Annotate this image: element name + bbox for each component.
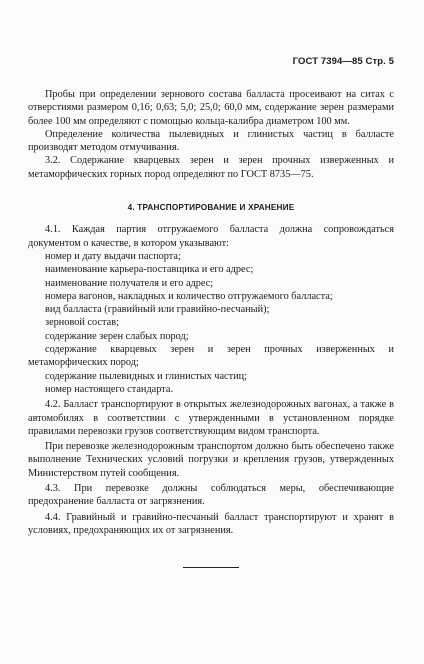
clause-4-1-item: номер настоящего стандарта. [45, 383, 174, 395]
clause-4-1-item: содержание зерен слабых пород; [45, 330, 189, 342]
clause-4-1-item: содержание кварцевых зерен и зерен прочных изверженных и метаморфических пород; [28, 344, 394, 369]
clause-4-1-item: номера вагонов, накладных и количество отгружаемого балласта; [45, 290, 333, 302]
clause-4-1-item: наименование карьера-поставщика и его адрес; [45, 264, 254, 276]
clause-4-1-lead: 4.1. Каждая партия отгружаемого балласта должна сопровождаться документом о качестве, в котором указывают: [28, 224, 394, 249]
clause-4-1-item: вид балласта (гравийный или гравийно-песчаный); [45, 304, 270, 316]
clause-4-1-item: зерновой состав; [45, 317, 119, 329]
end-rule [183, 567, 239, 568]
document-body [28, 88, 394, 537]
clause-4-4: 4.4. Гравийный и гравийно-песчаный балласт транспортируют и хранят в условиях, предохраняющих их от загрязнения. [28, 511, 394, 536]
clause-4-2: 4.2. Балласт транспортируют в открытых железнодорожных вагонах, а также в автомобилях в соответствии с утвержденными в установленном порядке правилами перевозки грузов соответствующим видом транспорта. [28, 399, 394, 437]
intro-paragraph-sieves: Пробы при определении зернового состава балласта просеивают на ситах с отверстиями размером 0,16; 0,63; 5,0; 25,0; 60,0 мм, содержание зерен размерами более 100 мм определяют с помощью кольца-калибра диаметром 100 мм. [28, 89, 394, 127]
page-header: ГОСТ 7394—85 Стр. 5 [292, 56, 394, 67]
intro-paragraph-dust: Определение количества пылевидных и глинистых частиц в балласте производят методом отмучивания. [28, 128, 394, 154]
clause-4-3: 4.3. При перевозке должны соблюдаться меры, обеспечивающие предохранение балласта от загрязнения. [28, 483, 394, 508]
clause-4-1-item: содержание пылевидных и глинистых частиц; [45, 370, 247, 382]
clause-4-1-item: номер и дату выдачи паспорта; [45, 250, 181, 262]
clause-4-1-item: наименование получателя и его адрес; [45, 277, 214, 289]
clause-3-2: 3.2. Содержание кварцевых зерен и зерен прочных изверженных и метаморфических горных пород определяют по ГОСТ 8735—75. [28, 155, 394, 180]
section-title: 4. ТРАНСПОРТИРОВАНИЕ И ХРАНЕНИЕ [127, 203, 295, 213]
clause-4-2-rail: При перевозке железнодорожным транспортом должно быть обеспечено также выполнение Технических условий погрузки и крепления грузов, утвержденных Министерством путей сообщения. [28, 441, 394, 479]
